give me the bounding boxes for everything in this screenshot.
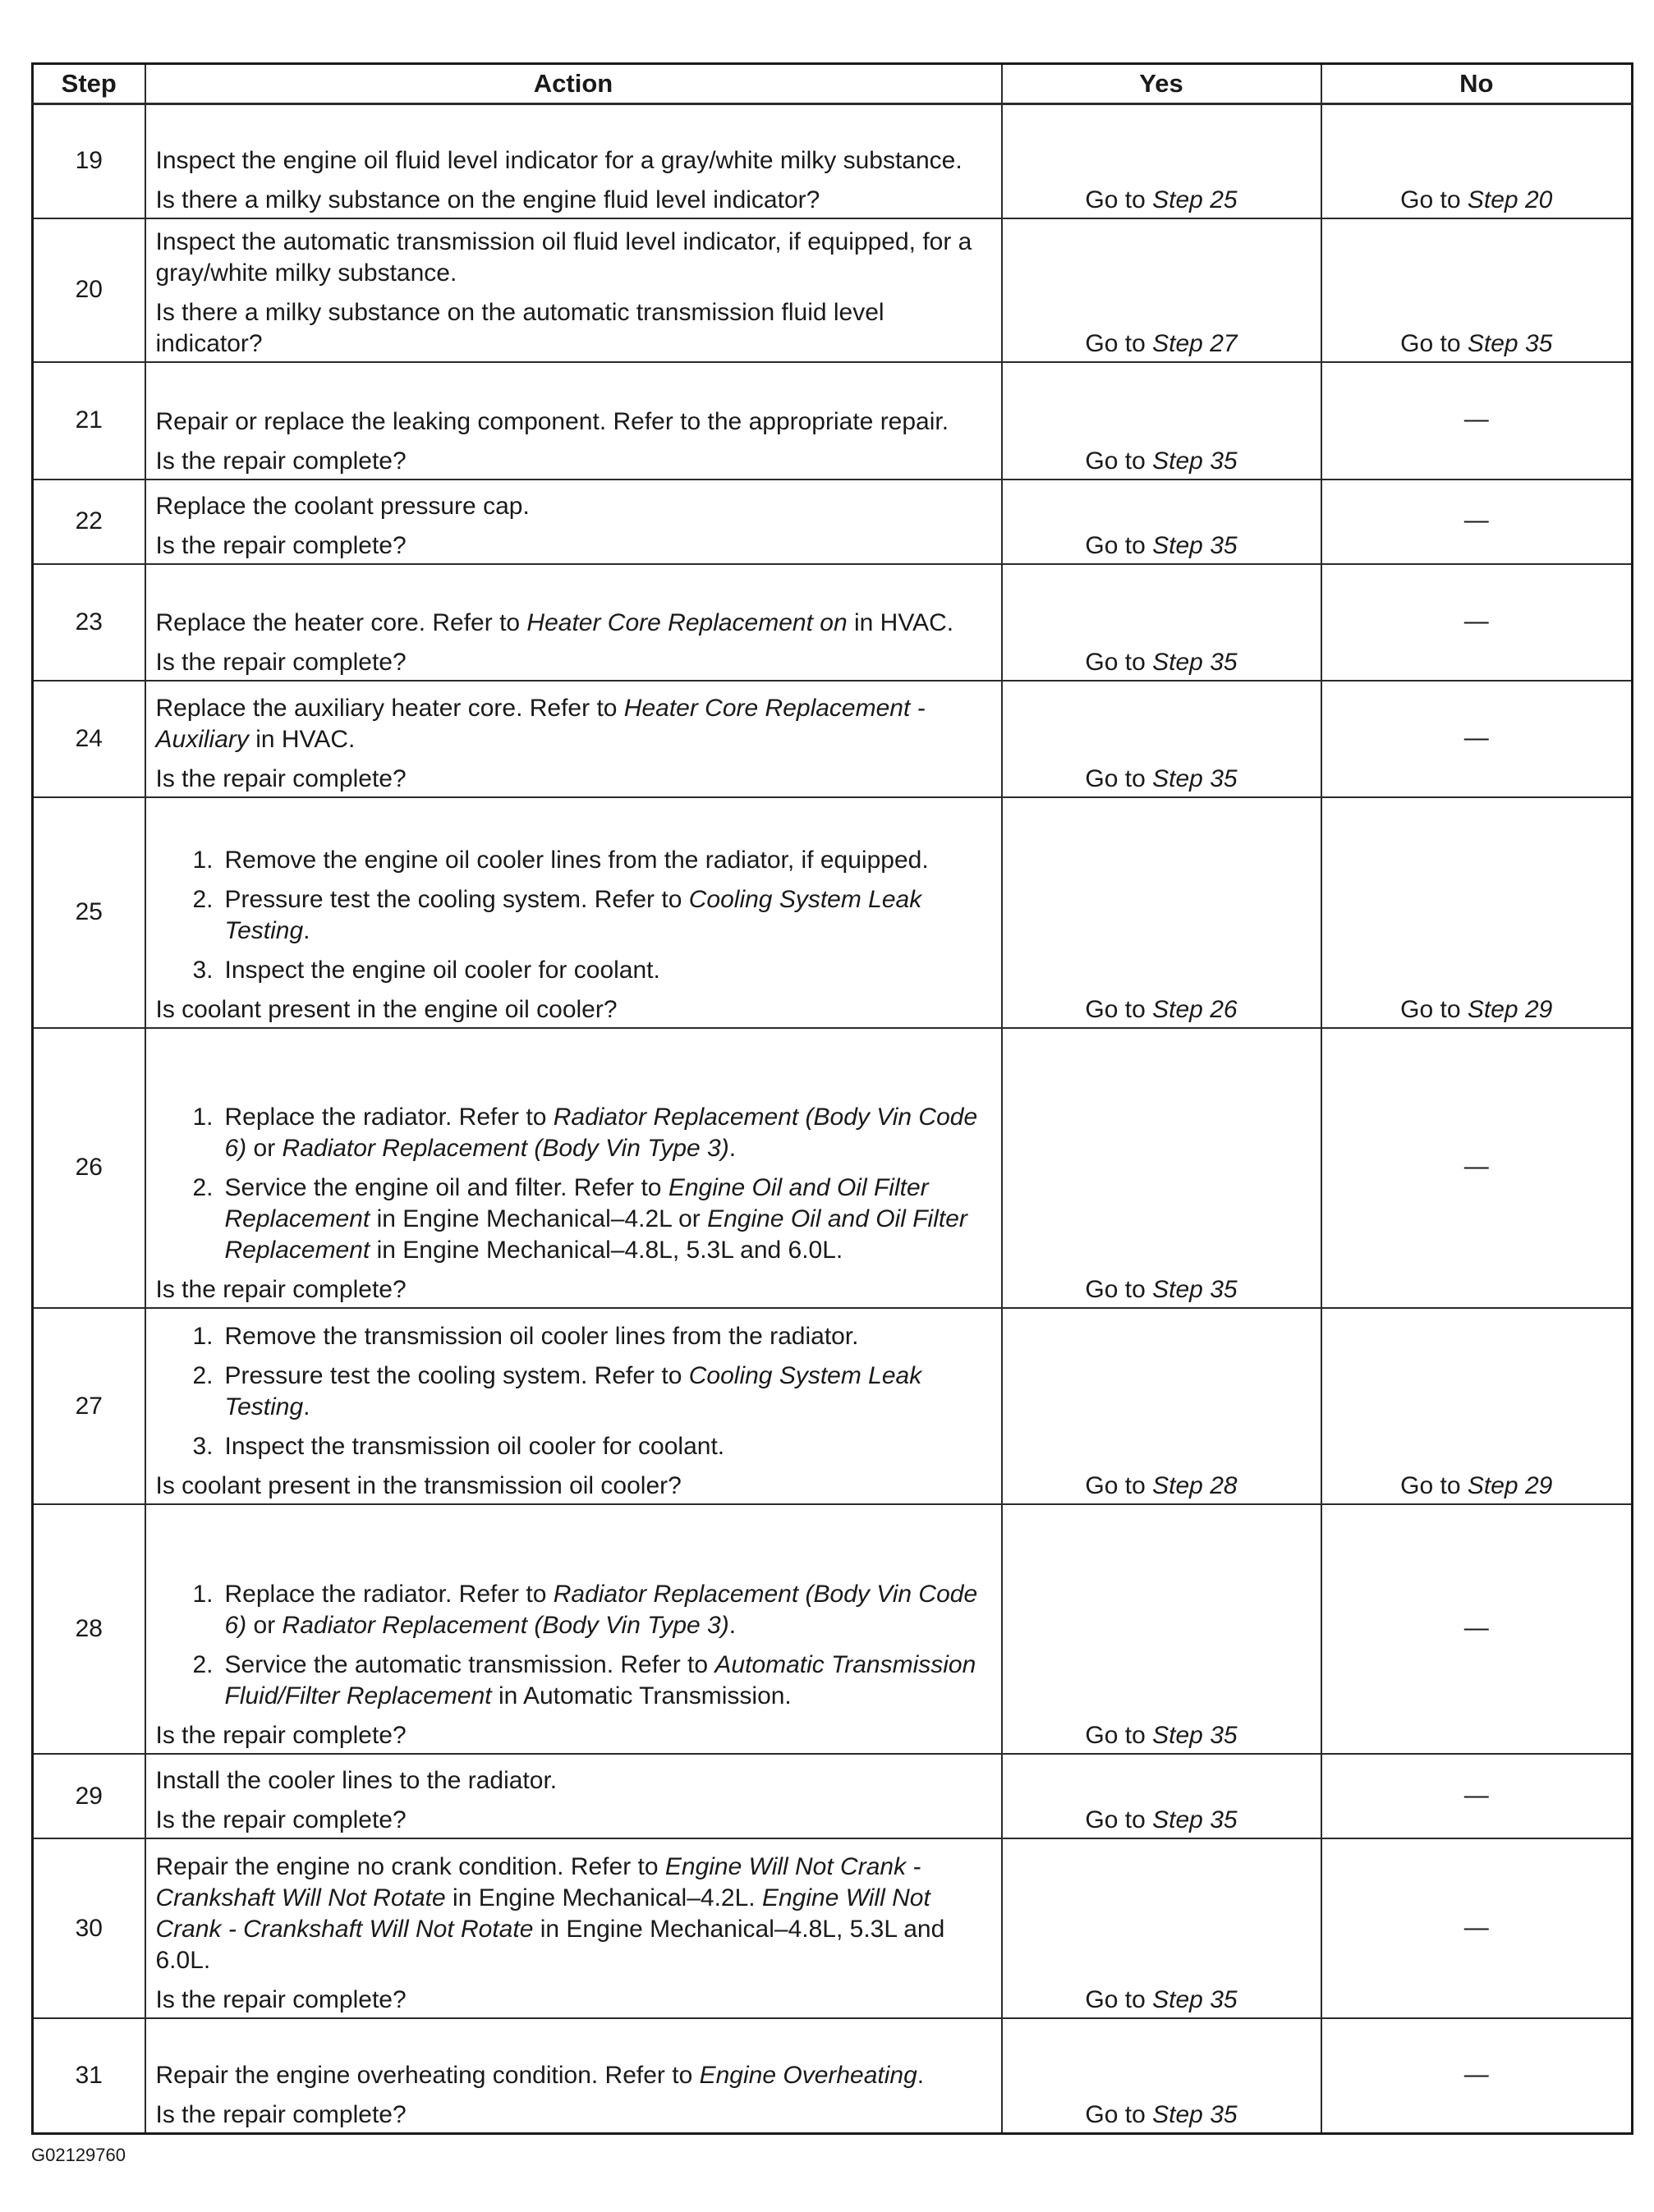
action-paragraph	[156, 693, 991, 755]
yes-cell	[1002, 218, 1321, 362]
list-item-text	[225, 1579, 991, 1641]
action-cell	[145, 1504, 1002, 1754]
reference-link-text: Radiator Replacement (Body Vin Code 6)	[224, 1581, 978, 1640]
list-item-text	[225, 1102, 991, 1164]
no-dash: —	[1463, 1153, 1489, 1181]
step-number: 28	[33, 1504, 145, 1754]
reference-link-text: Radiator Replacement (Body Vin Code 6)	[224, 1104, 978, 1163]
no-dash: —	[1463, 607, 1489, 635]
reference-link-text: Engine Will Not Crank - Crankshaft Will Not Rotate	[155, 1853, 921, 1912]
step-number: 19	[33, 104, 145, 218]
yes-prefix: Go to	[1085, 2101, 1153, 2128]
list-item-text	[225, 955, 991, 986]
reference-link-text: Engine Oil and Oil Filter Replacement	[224, 1205, 967, 1264]
action-text: .	[917, 2062, 925, 2089]
question-text: Is the repair complete?	[155, 531, 407, 559]
yes-prefix: Go to	[1085, 186, 1153, 213]
list-item-number: 1.	[192, 1104, 214, 1131]
table-row	[33, 480, 1633, 564]
step-number: 26	[33, 1028, 145, 1308]
no-step-link[interactable]: Step 20	[1467, 186, 1553, 213]
yes-prefix: Go to	[1085, 531, 1153, 559]
action-cell	[145, 797, 1002, 1028]
question-text: Is coolant present in the engine oil cooler?	[155, 995, 618, 1023]
yes-prefix: Go to	[1085, 995, 1153, 1023]
action-text: Inspect the engine oil fluid level indicator for a gray/white milky substance.	[155, 146, 963, 174]
list-item	[156, 845, 991, 876]
table-row	[33, 104, 1633, 218]
step-number: 29	[33, 1754, 145, 1838]
no-dash: —	[1463, 2061, 1489, 2089]
action-text: Repair or replace the leaking component. Refer to the appropriate repair.	[155, 407, 949, 435]
no-dash: —	[1463, 1614, 1489, 1642]
step-number: 22	[33, 480, 145, 564]
action-text: .	[303, 1393, 310, 1421]
table-body	[33, 104, 1633, 2134]
yes-step-link[interactable]: Step 35	[1152, 1276, 1238, 1304]
yes-prefix: Go to	[1085, 447, 1153, 475]
list-item-number: 1.	[192, 1581, 214, 1609]
step-number: 30	[33, 1838, 145, 2018]
yes-cell	[1002, 2018, 1321, 2133]
action-text: Install the cooler lines to the radiator.	[155, 1767, 558, 1795]
no-cell	[1321, 681, 1633, 797]
reference-link-text: Radiator Replacement (Body Vin Type 3)	[282, 1612, 729, 1640]
table-row	[33, 564, 1633, 681]
list-item	[156, 1579, 991, 1641]
action-text: Service the engine oil and filter. Refer to	[224, 1174, 668, 1202]
yes-prefix: Go to	[1085, 329, 1153, 357]
yes-step-link[interactable]: Step 35	[1152, 1806, 1238, 1834]
table-row	[33, 362, 1633, 480]
action-text: Inspect the transmission oil cooler for coolant.	[224, 1433, 725, 1461]
action-text: or	[246, 1135, 283, 1163]
no-cell	[1321, 2018, 1633, 2133]
list-item-text	[225, 1431, 991, 1462]
action-text: Replace the coolant pressure cap.	[155, 492, 530, 520]
yes-step-link[interactable]: Step 25	[1152, 186, 1238, 213]
question-text: Is the repair complete?	[155, 2101, 407, 2128]
table-row	[33, 681, 1633, 797]
list-item-number: 3.	[192, 1433, 214, 1461]
list-item-number: 2.	[192, 885, 214, 913]
reference-link-text: Radiator Replacement (Body Vin Type 3)	[282, 1135, 729, 1163]
yes-cell	[1002, 1308, 1321, 1504]
no-prefix: Go to	[1400, 1472, 1468, 1500]
action-cell	[145, 104, 1002, 218]
table-row	[33, 1838, 1633, 2018]
action-text: in Engine Mechanical–4.8L, 5.3L and 6.0L.	[370, 1237, 843, 1264]
action-text: .	[728, 1135, 737, 1163]
action-text: Replace the radiator. Refer to	[224, 1104, 554, 1131]
list-item-text	[225, 1321, 991, 1352]
yes-step-link[interactable]: Step 26	[1152, 995, 1238, 1023]
no-dash: —	[1463, 1913, 1489, 1941]
action-text: in HVAC.	[248, 725, 356, 753]
action-paragraph	[156, 608, 991, 639]
no-step-link[interactable]: Step 29	[1467, 995, 1553, 1023]
yes-cell	[1002, 1504, 1321, 1754]
yes-cell	[1002, 104, 1321, 218]
step-number: 20	[33, 218, 145, 362]
question-text: Is coolant present in the transmission oil cooler?	[155, 1472, 682, 1500]
question-text: Is the repair complete?	[155, 648, 407, 676]
question-text: Is the repair complete?	[155, 447, 407, 475]
yes-cell	[1002, 362, 1321, 480]
list-item-number: 1.	[192, 1323, 214, 1351]
action-cell	[145, 2018, 1002, 2133]
question-text: Is the repair complete?	[155, 1722, 407, 1750]
action-step-list	[156, 1579, 991, 1712]
header-step: Step	[33, 64, 145, 104]
header-action: Action	[145, 64, 1002, 104]
action-text: Repair the engine overheating condition. Refer to	[155, 2062, 700, 2089]
no-cell	[1321, 1838, 1633, 2018]
action-text: Pressure test the cooling system. Refer to	[224, 1362, 689, 1390]
diagnostic-table	[31, 62, 1633, 2135]
list-item	[156, 1321, 991, 1352]
yes-cell	[1002, 1838, 1321, 2018]
action-text: Repair the engine no crank condition. Refer to	[155, 1853, 665, 1881]
action-cell	[145, 480, 1002, 564]
reference-link-text: Automatic Transmission Fluid/Filter Replacement	[224, 1651, 976, 1710]
question-text: Is the repair complete?	[155, 1806, 407, 1834]
yes-step-link[interactable]: Step 27	[1152, 329, 1238, 357]
action-step-list	[156, 845, 991, 986]
yes-step-link[interactable]: Step 35	[1152, 648, 1238, 676]
action-text: Remove the transmission oil cooler lines from the radiator.	[224, 1323, 859, 1351]
step-number: 23	[33, 564, 145, 681]
question-text: Is the repair complete?	[155, 1276, 407, 1304]
yes-prefix: Go to	[1085, 764, 1153, 792]
yes-step-link[interactable]: Step 35	[1152, 764, 1238, 792]
action-paragraph	[156, 1852, 991, 1976]
yes-prefix: Go to	[1085, 1806, 1153, 1834]
step-number: 24	[33, 681, 145, 797]
no-cell	[1321, 362, 1633, 480]
no-dash: —	[1463, 1781, 1489, 1809]
action-paragraph	[156, 2060, 991, 2091]
list-item	[156, 1173, 991, 1266]
reference-link-text: Heater Core Replacement on	[526, 608, 848, 636]
yes-prefix: Go to	[1085, 648, 1153, 676]
step-number: 21	[33, 362, 145, 480]
action-cell	[145, 681, 1002, 797]
yes-cell	[1002, 1028, 1321, 1308]
reference-link-text: Cooling System Leak Testing	[224, 885, 922, 944]
no-cell	[1321, 104, 1633, 218]
action-paragraph	[156, 145, 991, 177]
yes-cell	[1002, 1754, 1321, 1838]
table-row	[33, 1754, 1633, 1838]
action-cell	[145, 1754, 1002, 1838]
no-cell	[1321, 1504, 1633, 1754]
yes-step-link[interactable]: Step 35	[1152, 1722, 1238, 1750]
no-step-link[interactable]: Step 29	[1467, 1472, 1553, 1500]
action-text: Replace the radiator. Refer to	[224, 1581, 554, 1609]
list-item	[156, 1361, 991, 1423]
action-text: .	[728, 1612, 737, 1640]
list-item	[156, 1431, 991, 1462]
action-text: .	[303, 916, 310, 944]
action-cell	[145, 218, 1002, 362]
step-number: 27	[33, 1308, 145, 1504]
yes-cell	[1002, 681, 1321, 797]
list-item-number: 2.	[192, 1651, 214, 1679]
action-paragraph	[156, 227, 991, 289]
no-dash: —	[1463, 507, 1489, 535]
header-no: No	[1321, 64, 1633, 104]
step-number: 31	[33, 2018, 145, 2133]
reference-link-text: Engine Oil and Oil Filter Replacement	[224, 1174, 929, 1233]
yes-step-link[interactable]: Step 35	[1152, 531, 1238, 559]
list-item	[156, 884, 991, 947]
action-cell	[145, 1028, 1002, 1308]
no-cell	[1321, 564, 1633, 681]
yes-cell	[1002, 480, 1321, 564]
no-step-link[interactable]: Step 35	[1467, 329, 1553, 357]
list-item-text	[225, 884, 991, 947]
list-item	[156, 1102, 991, 1164]
no-prefix: Go to	[1400, 186, 1468, 213]
no-cell	[1321, 480, 1633, 564]
list-item-text	[225, 1173, 991, 1266]
action-cell	[145, 362, 1002, 480]
list-item	[156, 955, 991, 986]
action-text: Inspect the engine oil cooler for coolant.	[224, 956, 660, 984]
table-header-row	[33, 64, 1633, 104]
header-yes: Yes	[1002, 64, 1321, 104]
action-step-list	[156, 1321, 991, 1462]
no-cell	[1321, 1028, 1633, 1308]
action-text: in Engine Mechanical–4.8L, 5.3L and 6.0L.	[155, 1916, 945, 1975]
reference-link-text: Cooling System Leak Testing	[224, 1362, 922, 1421]
action-paragraph	[156, 1765, 991, 1797]
yes-step-link[interactable]: Step 35	[1152, 447, 1238, 475]
figure-id: G02129760	[31, 2145, 126, 2165]
action-step-list	[156, 1102, 991, 1266]
action-text: Pressure test the cooling system. Refer to	[224, 885, 689, 913]
action-text: Inspect the automatic transmission oil fluid level indicator, if equipped, for a gray/white milky substance.	[155, 227, 972, 287]
table-row	[33, 218, 1633, 362]
table-row	[33, 797, 1633, 1028]
list-item-number: 1.	[192, 846, 214, 874]
list-item-number: 2.	[192, 1174, 214, 1202]
list-item-text	[225, 1650, 991, 1712]
reference-link-text: Engine Will Not Crank - Crankshaft Will Not Rotate	[155, 1884, 930, 1944]
action-cell	[145, 1308, 1002, 1504]
action-text: in Automatic Transmission.	[491, 1682, 792, 1710]
yes-cell	[1002, 797, 1321, 1028]
action-cell	[145, 1838, 1002, 2018]
table-row	[33, 1504, 1633, 1754]
no-cell	[1321, 218, 1633, 362]
question-text: Is there a milky substance on the automatic transmission fluid level indicator?	[155, 298, 884, 357]
table-row	[33, 2018, 1633, 2133]
yes-step-link[interactable]: Step 28	[1152, 1472, 1238, 1500]
action-cell	[145, 564, 1002, 681]
yes-prefix: Go to	[1085, 1472, 1153, 1500]
action-text: in Engine Mechanical–4.2L.	[445, 1884, 762, 1912]
no-dash: —	[1463, 406, 1489, 434]
yes-prefix: Go to	[1085, 1722, 1153, 1750]
yes-prefix: Go to	[1085, 1276, 1153, 1304]
list-item-number: 2.	[192, 1362, 214, 1390]
no-cell	[1321, 797, 1633, 1028]
question-text: Is the repair complete?	[155, 1986, 407, 2014]
table-row	[33, 1028, 1633, 1308]
action-text: Replace the heater core. Refer to	[155, 608, 527, 636]
question-text: Is the repair complete?	[155, 764, 407, 792]
question-text: Is there a milky substance on the engine fluid level indicator?	[155, 186, 820, 213]
no-prefix: Go to	[1400, 995, 1468, 1023]
action-text: or	[246, 1612, 283, 1640]
reference-link-text: Heater Core Replacement - Auxiliary	[155, 694, 926, 753]
yes-step-link[interactable]: Step 35	[1152, 2101, 1238, 2128]
action-text: Remove the engine oil cooler lines from the radiator, if equipped.	[224, 846, 929, 874]
action-text: Service the automatic transmission. Refer to	[224, 1651, 715, 1679]
no-prefix: Go to	[1400, 329, 1468, 357]
action-paragraph	[156, 406, 991, 438]
table-row	[33, 1308, 1633, 1504]
list-item-text	[225, 1361, 991, 1423]
no-cell	[1321, 1308, 1633, 1504]
list-item-text	[225, 845, 991, 876]
yes-step-link[interactable]: Step 35	[1152, 1986, 1238, 2014]
no-cell	[1321, 1754, 1633, 1838]
yes-cell	[1002, 564, 1321, 681]
action-paragraph	[156, 491, 991, 522]
action-text: in HVAC.	[847, 608, 954, 636]
reference-link-text: Engine Overheating	[699, 2062, 917, 2089]
yes-prefix: Go to	[1085, 1986, 1153, 2014]
step-number: 25	[33, 797, 145, 1028]
action-text: Replace the auxiliary heater core. Refer to	[155, 694, 624, 722]
no-dash: —	[1463, 723, 1489, 751]
action-text: in Engine Mechanical–4.2L or	[370, 1205, 708, 1233]
list-item	[156, 1650, 991, 1712]
list-item-number: 3.	[192, 956, 214, 984]
